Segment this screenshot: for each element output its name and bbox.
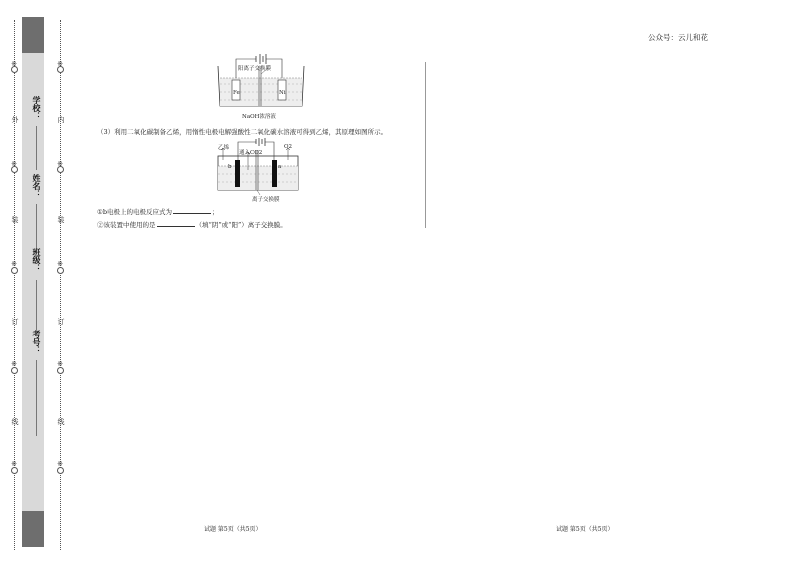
seal-mark: 线 (11, 418, 19, 426)
footer-left: 试题 第5页（共5页） (204, 526, 262, 533)
column-divider (425, 62, 426, 228)
ion-membrane-label: 离子交换膜 (252, 197, 280, 203)
ethylene-label: 乙烯 (218, 145, 230, 151)
seal-mark: ※ (56, 360, 64, 369)
electrode-ni-label: Ni (279, 90, 286, 96)
school-field[interactable] (36, 126, 37, 170)
electrode-b-label: b (228, 164, 232, 170)
sub-question-1-suffix: ； (212, 208, 219, 216)
strip-cap-top (22, 17, 44, 53)
seal-mark: 订 (57, 318, 65, 326)
co2-inlet-label: 通入CO2 (239, 150, 263, 156)
question-3-text: （3）利用二氧化碳制备乙烯，用惰性电极电解强酸性二氧化碳水溶液可得到乙烯，其原理如图所示。 (97, 128, 388, 136)
sub-question-2-suffix: （填“阴”或“阳”）离子交换膜。 (195, 221, 287, 229)
answer-blank-1[interactable] (173, 213, 211, 214)
exam-number-field[interactable] (36, 360, 37, 436)
electrode-fe-label: Fe (233, 90, 240, 96)
footer-right: 试题 第5页（共5页） (556, 526, 614, 533)
name-field[interactable] (36, 204, 37, 248)
strip-cap-bottom (22, 511, 44, 547)
sub-question-1 (97, 207, 219, 216)
sub-question-1-prefix: ①b电极上的电极反应式为 (97, 208, 172, 216)
membrane-label-1: 阳离子交换膜 (238, 66, 272, 72)
seal-mark: ※ (56, 460, 64, 469)
answer-blank-2[interactable] (157, 226, 195, 227)
seal-mark: ※ (56, 60, 64, 69)
seal-mark: 线 (57, 418, 65, 426)
class-label: 班级： (32, 248, 42, 272)
seal-mark: ※ (10, 60, 18, 69)
name-label: 姓名： (32, 174, 42, 198)
page-header: 公众号：云儿和花 (648, 33, 708, 42)
seal-mark: ※ (10, 360, 18, 369)
seal-mark: ※ (10, 260, 18, 269)
class-field[interactable] (36, 280, 37, 330)
seal-mark: 订 (11, 318, 19, 326)
exam-number-label: 考号： (32, 330, 42, 354)
electrode-a-label: a (278, 164, 282, 170)
seal-mark: 外 (11, 116, 19, 124)
sub-question-2 (97, 220, 287, 229)
seal-mark: 装 (11, 216, 19, 224)
solution-label: NaOH浓溶液 (242, 114, 276, 120)
seal-mark: ※ (56, 160, 64, 169)
school-label: 学校： (32, 96, 42, 120)
seal-mark: ※ (10, 460, 18, 469)
sub-question-2-prefix: ②该装置中使用的是 (97, 221, 156, 229)
seal-mark: 装 (57, 216, 65, 224)
oxygen-label: O2 (284, 144, 293, 150)
seal-mark: ※ (10, 160, 18, 169)
seal-mark: ※ (56, 260, 64, 269)
seal-mark: 内 (57, 116, 65, 124)
